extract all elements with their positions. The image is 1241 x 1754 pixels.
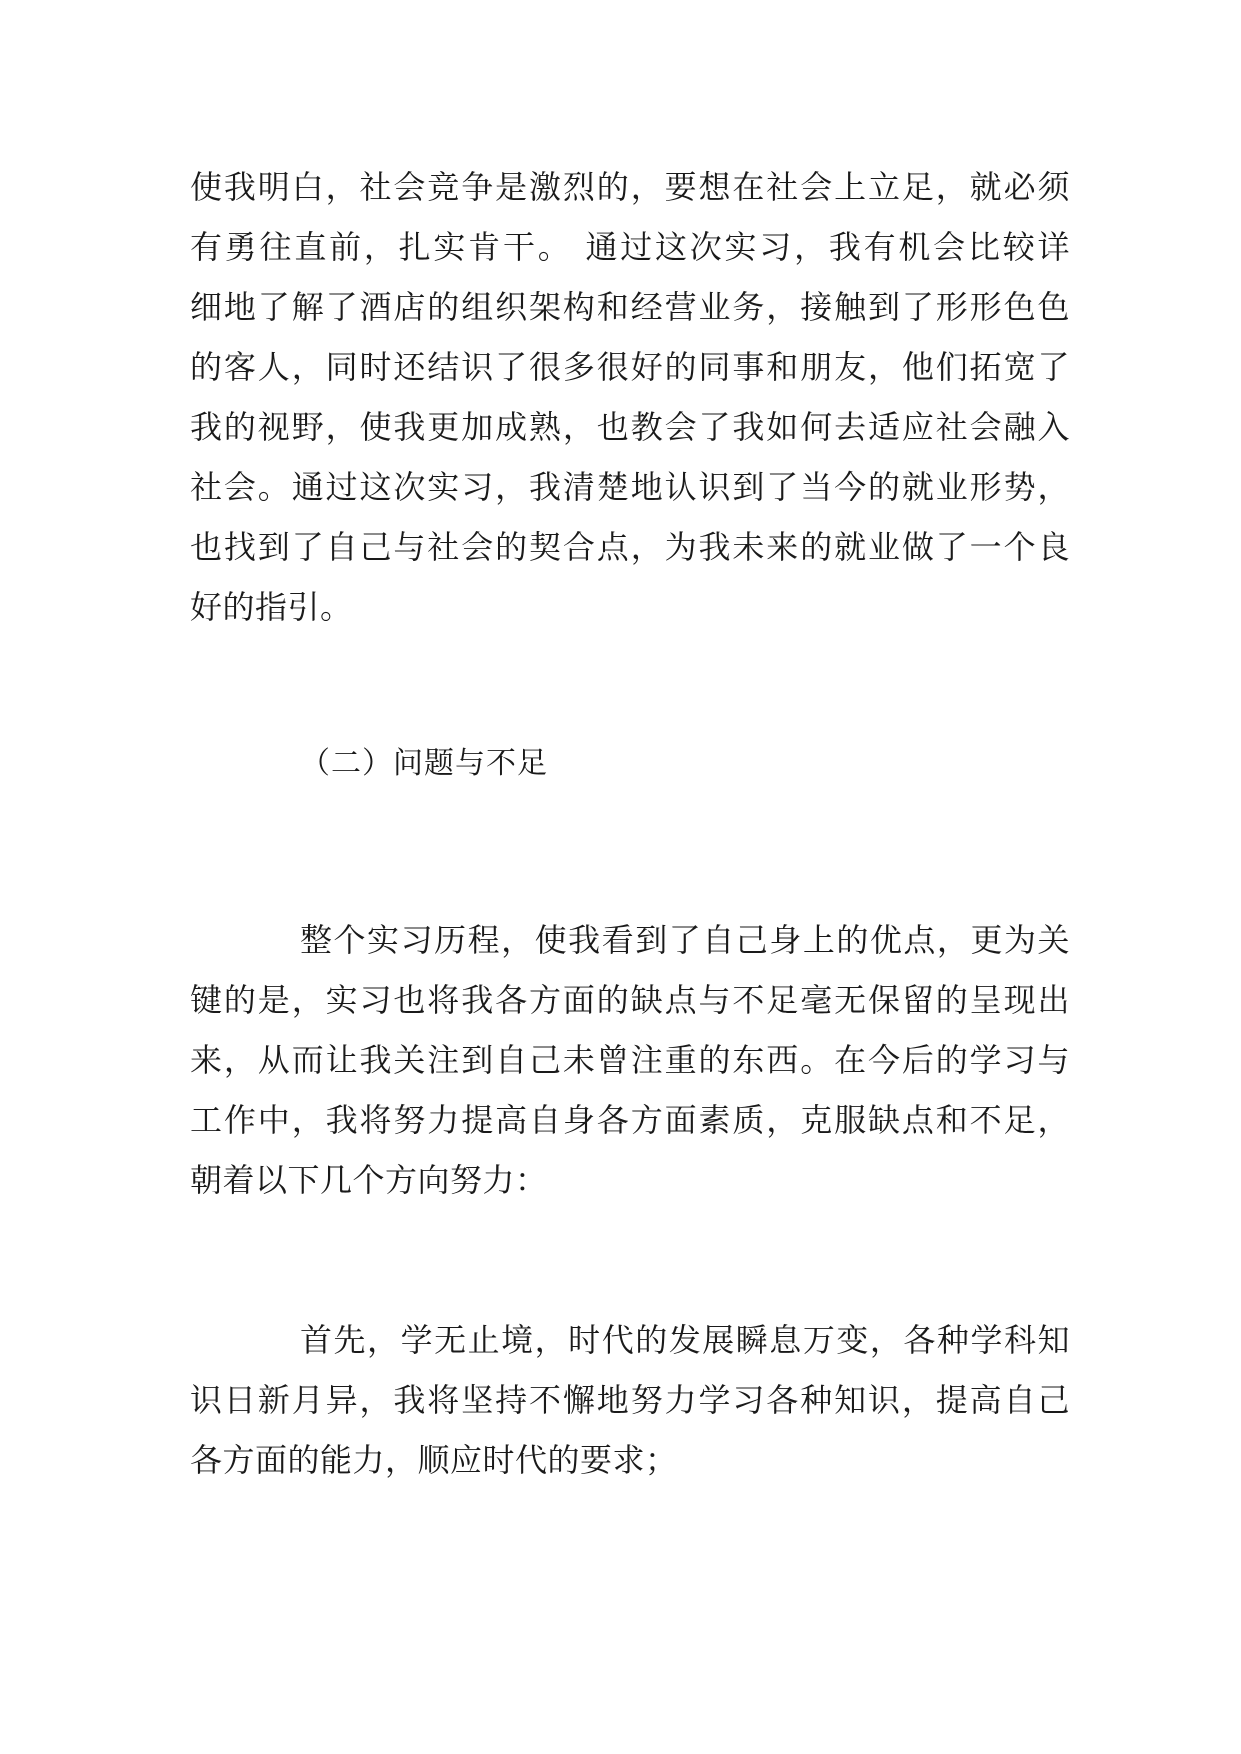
- section-heading: （二）问题与不足: [300, 746, 548, 781]
- paragraph-line: 各方面的能力，顺应时代的要求；: [190, 1441, 678, 1479]
- paragraph-line: 社会。通过这次实习，我清楚地认识到了当今的就业形势，: [190, 468, 1070, 506]
- paragraph-line: 首先，学无止境，时代的发展瞬息万变，各种学科知: [300, 1321, 1070, 1359]
- paragraph-line: 使我明白，社会竞争是激烈的，要想在社会上立足，就必须: [190, 168, 1070, 206]
- paragraph-line: 工作中，我将努力提高自身各方面素质，克服缺点和不足，: [190, 1101, 1070, 1139]
- paragraph-line: 细地了解了酒店的组织架构和经营业务，接触到了形形色色: [190, 288, 1070, 326]
- paragraph-line: 识日新月异，我将坚持不懈地努力学习各种知识，提高自己: [190, 1381, 1070, 1419]
- paragraph-line: 来，从而让我关注到自己未曾注重的东西。在今后的学习与: [190, 1041, 1070, 1079]
- paragraph-line: 也找到了自己与社会的契合点，为我未来的就业做了一个良: [190, 528, 1070, 566]
- paragraph-line: 有勇往直前，扎实肯干。 通过这次实习，我有机会比较详: [190, 228, 1070, 266]
- paragraph-line: 键的是，实习也将我各方面的缺点与不足毫无保留的呈现出: [190, 981, 1070, 1019]
- paragraph-line: 朝着以下几个方向努力：: [190, 1161, 548, 1199]
- paragraph-line: 整个实习历程，使我看到了自己身上的优点，更为关: [300, 921, 1070, 959]
- paragraph-line: 我的视野，使我更加成熟，也教会了我如何去适应社会融入: [190, 408, 1070, 446]
- paragraph-line: 的客人，同时还结识了很多很好的同事和朋友，他们拓宽了: [190, 348, 1070, 386]
- paragraph-line: 好的指引。: [190, 588, 353, 626]
